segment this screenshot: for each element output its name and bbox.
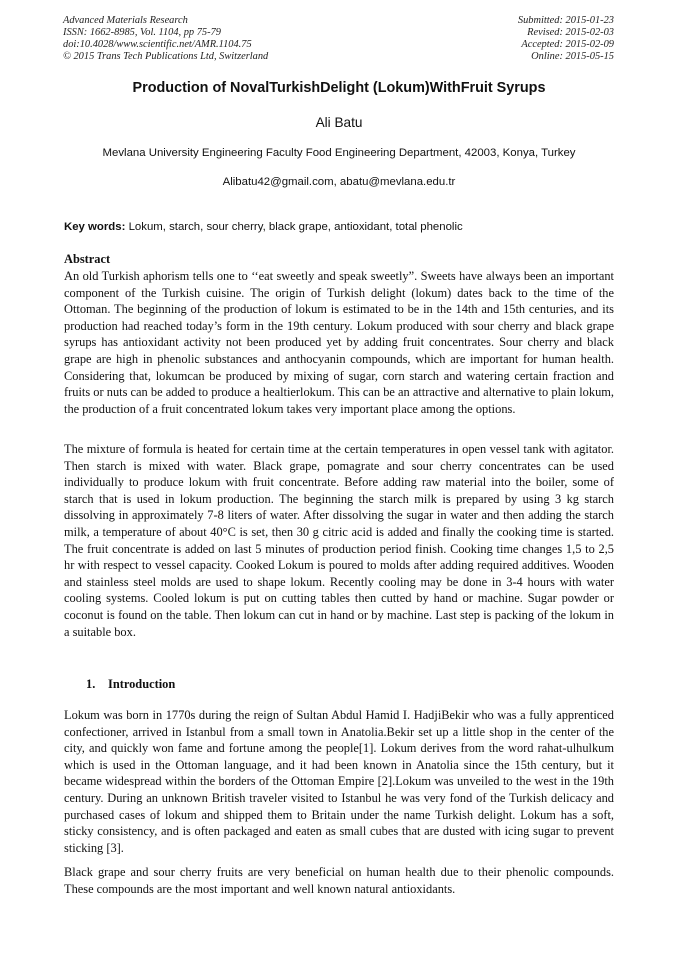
paper-title: Production of NovalTurkishDelight (Lokum)WithFruit Syrups (132, 80, 546, 96)
author-name: Ali Batu (315, 115, 363, 130)
accepted-date: Accepted: 2015-02-09 (521, 39, 614, 50)
doi-line: doi:10.4028/www.scientific.net/AMR.1104.75 (63, 39, 252, 50)
keywords (64, 221, 616, 233)
journal-info (63, 15, 268, 63)
revised-date: Revised: 2015-02-03 (527, 27, 614, 38)
online-date: Online: 2015-05-15 (531, 51, 614, 62)
section-number: 1. (86, 677, 96, 691)
abstract-paragraph-1: An old Turkish aphorism tells one to ‘‘eat sweetly and speak sweetly”. Sweets have always been an important component of the Turkish cuisine. The origin of Turkish delight (lokum) dates back to the time of the Ottoman. The beginning of the production of lokum is estimated to be in the 14th and 15th centuries, and its production had reached today’s form in the 19th century. Lokum produced with sour cherry and black grape syrups has antioxidant activity not been produced yet by adding fruit concentrates. Sour cherry and black grape are high in phenolic substances and anthocyanin compounds, which are important for human health. Considering that, lokumcan be produced by mixing of sugar, corn starch and watering certain fraction and fruits or nuts can be added to produce a healtierlokum. This can be an attractive and alternative to plain lokum, the production of a fruit concentrated lokum takes very important place among the options. (64, 269, 614, 416)
copyright-line: © 2015 Trans Tech Publications Ltd, Switzerland (63, 51, 269, 62)
issn-line: ISSN: 1662-8985, Vol. 1104, pp 75-79 (63, 27, 221, 38)
author-emails: Alibatu42@gmail.com, abatu@mevlana.edu.tr (222, 176, 456, 188)
submitted-date: Submitted: 2015-01-23 (517, 15, 614, 26)
publication-dates (518, 15, 614, 63)
keywords-text: Lokum, starch, sour cherry, black grape, antioxidant, total phenolic (128, 221, 463, 233)
section-title: Introduction (108, 677, 176, 691)
introduction-paragraph-1: Lokum was born in 1770s during the reign of Sultan Abdul Hamid I. HadjiBekir who was a fully apprenticed confectioner, arrived in Istanbul from a small town in Anatolia.Bekir set up a little shop in the center of the city, and quickly won fame and fortune among the people[1]. Lokum derives from the word rahat-ulhulkum which is used in the Ottoman language, and it had been known in Anatolia since the 15th century, but it became widespread within the borders of the Ottoman Empire [2].Lokum was unveiled to the west in the 19th century. During an unknown British traveler visited to Istanbul he was very fond of the Turkish delicacy and purchased cases of lokum and shipped them to Britain under the name Turkish delight. Lokum has a soft, sticky consistency, and is often packaged and eaten as small cubes that are dusted with icing sugar to prevent sticking [3]. (64, 708, 614, 855)
abstract-paragraph-2: The mixture of formula is heated for certain time at the certain temperatures in open vessel tank with agitator. Then starch is mixed with water. Black grape, pomagrate and sour cherry concentrates can be used individually to produce lokum with fruit concentrate. Before adding raw material into the boiler, some of starch that is used in lokum production. The beginning the starch milk is prepared by using 3 kg starch dissolving in approximately 7-8 liters of water. After dissolving the sugar in water and then adding the starch milk, a temperature of about 40°C is set, then 30 g citric acid is added and finally the cooking time is started. The fruit concentrate is added on last 5 minutes of production period finish. Cooking time changes 1,5 to 2,5 hr with respect to vessel capacity. Cooked Lokum is poured to molds after adding required additives. Wooden and stainless steel molds are used to shape lokum. Recently cooling may be done in 3-4 hours with water cooling systems. Cooled lokum is put on cutting tables then cutted by hand or machine. Sugar powder or coconut is found on the table. Then lokum can cut in hand or by machine. Last step is packing of the lokum in a suitable box. (64, 442, 614, 639)
affiliation: Mevlana University Engineering Faculty Food Engineering Department, 42003, Konya, Turkey (102, 147, 576, 159)
abstract-heading: Abstract (64, 252, 111, 266)
section-heading-introduction (86, 677, 175, 692)
journal-name: Advanced Materials Research (63, 15, 188, 26)
introduction-paragraph-2: Black grape and sour cherry fruits are very beneficial on human health due to their phenolic compounds. These compounds are the most important and well known natural antioxidants. (64, 865, 614, 896)
keywords-label: Key words: (64, 221, 126, 233)
